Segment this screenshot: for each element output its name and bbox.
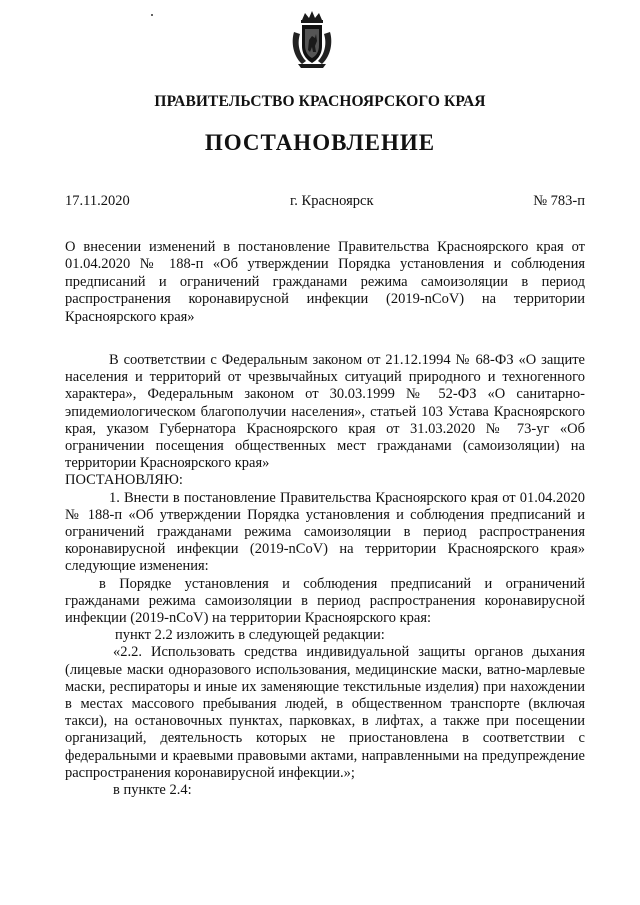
document-body	[65, 352, 585, 799]
preamble-paragraph: В соответствии с Федеральным законом от 21.12.1994 № 68-ФЗ «О защите населения и территорий от чрезвычайных ситуаций природного и техногенного характера», Федеральным законом от 30.03.1999 № 52-ФЗ «О санитарно-эпидемиологическом благополучии населения», статьей 103 Устава Красноярского края, указом Губернатора Красноярского края от 31.03.2020 № 73-уг «Об ограничении посещения общественных мест гражданами (самоизоляции) на территории Красноярского края»	[65, 352, 585, 472]
krasnoyarsk-coat-of-arms-icon	[290, 10, 334, 70]
document-number: № 783-п	[533, 193, 585, 209]
point-2-4-intro: в пункте 2.4:	[113, 782, 192, 799]
resolve-word: ПОСТАНОВЛЯЮ:	[65, 472, 183, 489]
document-subject: О внесении изменений в постановление Правительства Красноярского края от 01.04.2020 № 188-п «Об утверждении Порядка установления и соблюдения предписаний и ограничений гражданами режима самоизоляции в период распространения коронавирусной инфекции (2019-nCoV) на территории Красноярского края»	[65, 239, 585, 325]
government-name: ПРАВИТЕЛЬСТВО КРАСНОЯРСКОГО КРАЯ	[154, 93, 486, 110]
point-2-2-text: «2.2. Использовать средства индивидуальной защиты органов дыхания (лицевые маски одноразового использования, медицинские маски, ватно-марлевые маски, респираторы и иные их заменяющие текстильные изделия) при нахождении в местах массового пребывания людей, в общественном транспорте (включая такси), на остановочных пунктах, парковках, в лифтах, а также при посещении организаций, деятельность которых не приостановлена в соответствии с федеральными и краевыми правовыми актами, направленными на предупреждение распространения коронавирусной инфекции.»;	[65, 644, 585, 781]
item-1-paragraph: 1. Внести в постановление Правительства Красноярского края от 01.04.2020 № 188-п «Об утверждении Порядка установления и соблюдения предписаний и ограничений гражданами режима самоизоляции в период распространения коронавирусной инфекции (2019-nCoV) на территории Красноярского края» следующие изменения:	[65, 489, 585, 575]
point-2-2-intro: пункт 2.2 изложить в следующей редакции:	[115, 627, 385, 644]
document-city: г. Красноярск	[290, 193, 374, 209]
item-1-subparagraph: в Порядке установления и соблюдения предписаний и ограничений гражданами режима самоизоляции в период распространения коронавирусной инфекции (2019-nCoV) на территории Красноярского края:	[65, 575, 585, 627]
document-type-title: ПОСТАНОВЛЕНИЕ	[204, 130, 436, 155]
scan-speck	[151, 14, 153, 16]
document-date: 17.11.2020	[65, 193, 130, 209]
